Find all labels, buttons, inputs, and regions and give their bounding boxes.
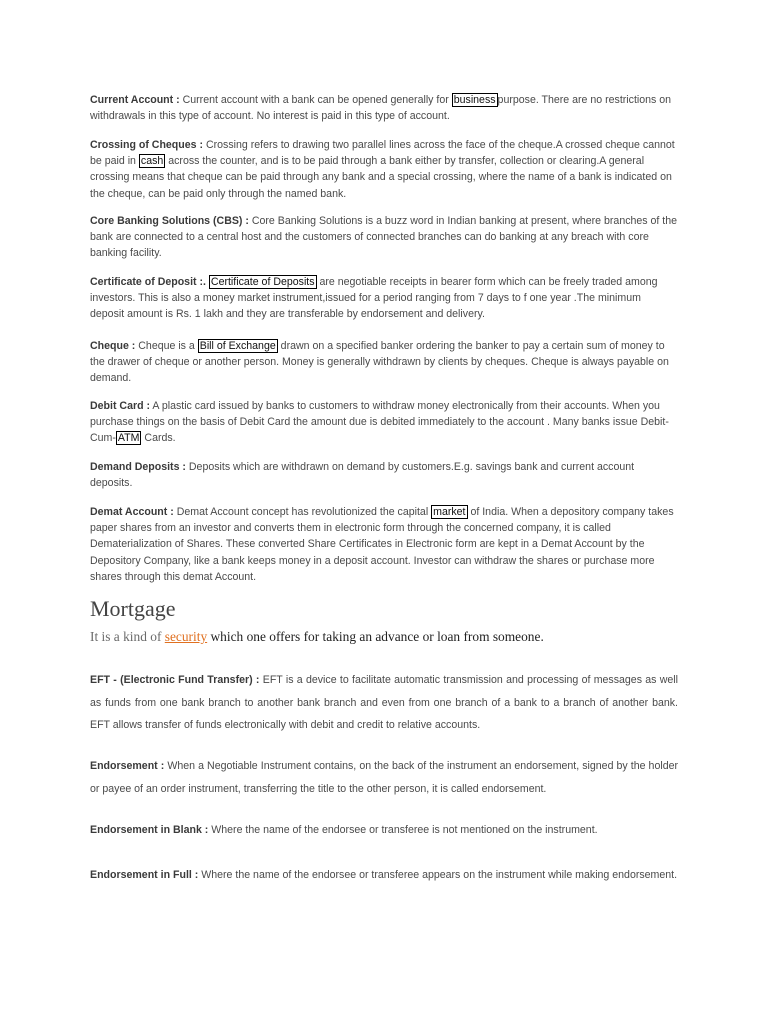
entry-text: drawn on a specified banker ordering the banker to pay a certain sum of money to the drawer of cheque or another person. Money is generally withdrawn by clients by cheques. Cheque is always payable on demand. [90,340,669,385]
entry-crossing-of-cheques [90,137,678,202]
entry-demand-deposits [90,459,678,491]
entry-text: EFT is a device to facilitate automatic transmission and processing of messages as well as funds from one bank branch to another bank branch and even from one branch of a bank to a branch of another bank. EFT allows transfer of funds electronically with debit and credit to relative accounts. [90,674,678,732]
mortgage-lead: It is a kind of [90,629,165,644]
entry-text: A plastic card issued by banks to customers to withdraw money electronically from their accounts. When you purchase things on the basis of Debit Card the amount due is debited immediately to the account . Many banks issue Debit-Cum- [90,400,669,445]
boxed-link-certificate-of-deposits[interactable]: Certificate of Deposits [210,276,315,288]
entry-text: Where the name of the endorsee or transferee is not mentioned on the instrument. [208,824,598,836]
entry-demat-account [90,504,678,585]
term: Crossing of Cheques : [90,139,204,151]
entry-text: Cards. [141,432,176,445]
entry-certificate-of-deposit [90,274,678,323]
entry-endorsement-in-full [90,864,678,887]
entry-current-account [90,92,678,124]
boxed-link-market[interactable]: market [433,506,466,518]
security-link[interactable]: security [164,629,208,644]
entry-text: Demat Account concept has revolutionized the capital [173,506,432,518]
entry-core-banking [90,213,678,262]
boxed-link-bill-of-exchange[interactable]: Bill of Exchange [199,340,276,352]
term: Current Account : [90,94,180,106]
term: Cheque : [90,340,136,352]
term: EFT - (Electronic Fund Transfer) : [90,674,260,686]
term: Demat Account : [90,506,174,518]
boxed-link-atm[interactable]: ATM [117,432,140,445]
entry-endorsement-in-blank [90,819,678,842]
entry-text: are negotiable receipts in bearer form which can be freely traded among investors. This is also a money market instrument,issued for a period ranging from 7 days to f one year .The minimum deposit amount is Rs. 1 lakh and they are transferable by endorsement and delivery. [90,276,658,321]
term: Endorsement in Full : [90,869,199,881]
entry-text: Core Banking Solutions is a buzz word in Indian banking at present, where branches of the bank are connected to a central host and the customers of connected branches can do banking at any breach with core banking facility. [90,215,678,260]
entry-text: of India. When a depository company takes paper shares from an investor and converts them in electronic form through the concerned company, it is called Dematerialization of Shares. These converted Share Certificates in Electronic form are kept in a Demat Account by the Depository Company, like a bank keeps money in a deposit account. Investor can withdraw the shares or purchase more shares through this demat Account. [90,506,674,583]
entry-text: When a Negotiable Instrument contains, on the back of the instrument an endorsement, signed by the holder or payee of an order instrument, transferring the title to the other person, it is called endorsement. [90,760,679,795]
entry-cheque [90,338,678,387]
mortgage-rest: which one offers for taking an advance or loan from someone. [207,629,544,644]
mortgage-definition [90,629,544,645]
term: Debit Card : [90,400,151,412]
term: Certificate of Deposit :. [90,276,206,288]
entry-debit-card [90,398,678,447]
entry-endorsement [90,755,678,800]
entry-text: across the counter, and is to be paid through a bank either by transfer, collection or clearing.A general crossing means that cheque can be paid through any bank and a special crossing, where the name of a bank is indicated on the cheque, can be paid only through the named bank. [90,155,672,200]
term: Demand Deposits : [90,461,186,473]
entry-text: Where the name of the endorsee or transferee appears on the instrument while making endorsement. [198,869,678,881]
mortgage-heading: Mortgage [90,596,176,621]
term: Endorsement : [90,760,165,772]
entry-eft [90,669,678,737]
entry-text: Cheque is a [135,340,198,352]
boxed-link-cash[interactable]: cash [140,155,164,168]
entry-text: Deposits which are withdrawn on demand by customers.E.g. savings bank and current account deposits. [90,461,635,490]
entry-text: purpose. There are no restrictions on withdrawals in this type of account. No interest is paid in this type of account. [90,94,672,123]
entry-text: Current account with a bank can be opened generally for [179,94,452,106]
term: Endorsement in Blank : [90,824,209,836]
boxed-link-business[interactable]: business [453,94,496,106]
term: Core Banking Solutions (CBS) : [90,215,249,227]
entry-text: Crossing refers to drawing two parallel lines across the face of the cheque.A crossed cheque cannot be paid in [90,139,675,168]
